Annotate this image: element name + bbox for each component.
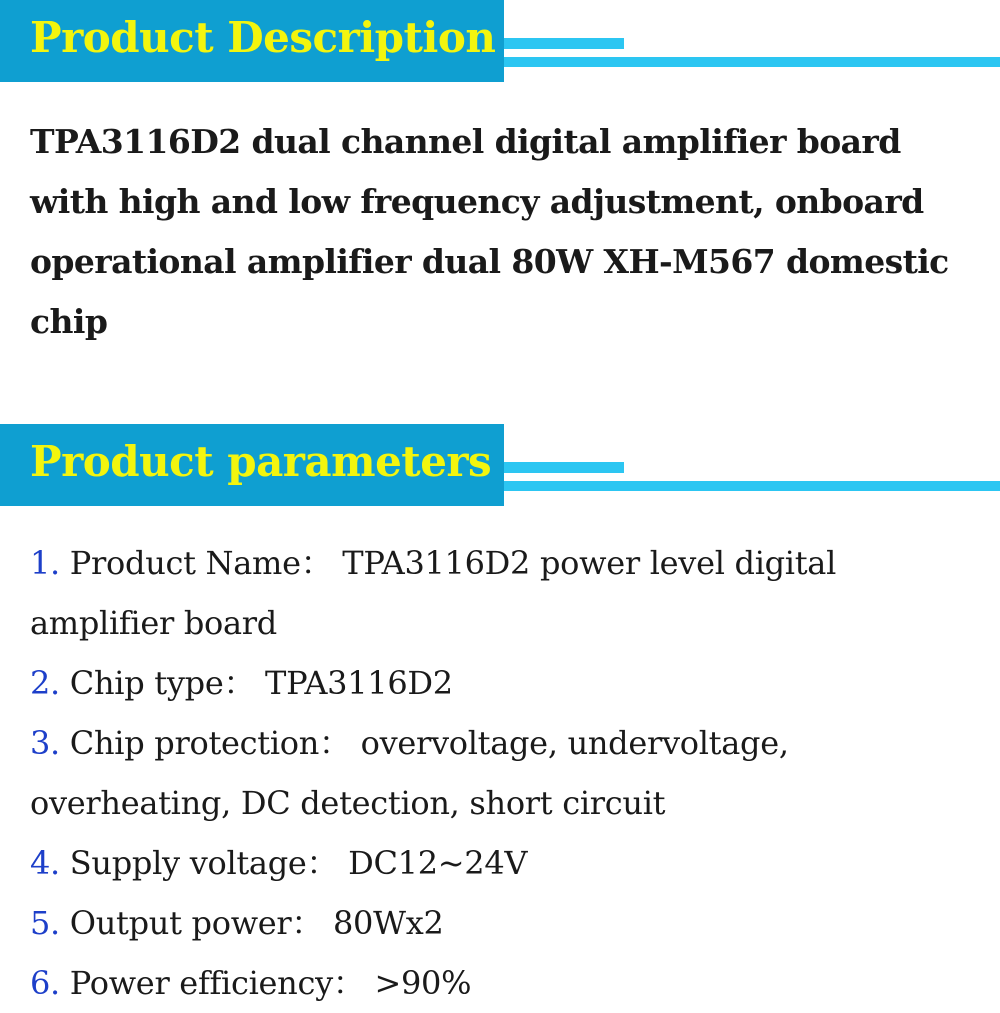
parameter-item-output-power <box>30 893 980 953</box>
parameter-item-product-name <box>30 533 980 653</box>
parameter-value: TPA3116D2 power level digital amplifier board <box>30 544 837 642</box>
section-header-description <box>0 0 1000 82</box>
parameter-number: 6. <box>30 964 60 1002</box>
parameter-number: 1. <box>30 544 60 582</box>
decorative-stripe-short <box>504 462 624 473</box>
section-header-parameters <box>0 424 1000 506</box>
parameter-label: Output power： <box>59 904 324 942</box>
decorative-stripe-long <box>504 57 1000 67</box>
parameter-value: DC12~24V <box>338 844 528 882</box>
section-title-parameters: Product parameters <box>30 437 492 486</box>
header-box <box>0 424 504 506</box>
parameter-value: 80Wx2 <box>323 904 444 942</box>
decorative-stripe-short <box>504 38 624 49</box>
parameters-list <box>30 533 980 1013</box>
parameter-number: 2. <box>30 664 60 702</box>
parameter-item-chip-type <box>30 653 980 713</box>
parameter-label: Chip type： <box>59 664 256 702</box>
decorative-stripe-long <box>504 481 1000 491</box>
parameter-value: TPA3116D2 <box>255 664 453 702</box>
parameter-number: 5. <box>30 904 60 942</box>
parameter-item-chip-protection <box>30 713 980 833</box>
section-title-description: Product Description <box>30 13 496 62</box>
parameter-label: Power efficiency： <box>59 964 365 1002</box>
header-box <box>0 0 504 82</box>
product-description-text: TPA3116D2 dual channel digital amplifier board with high and low frequency adjustment, onboard operational amplifier dual 80W XH-M567 domestic chip <box>30 122 949 341</box>
parameter-label: Supply voltage： <box>59 844 339 882</box>
parameter-label: Chip protection： <box>59 724 351 762</box>
parameter-number: 3. <box>30 724 60 762</box>
parameter-value: overvoltage, undervoltage, overheating, DC detection, short circuit <box>30 724 789 822</box>
parameter-label: Product Name： <box>59 544 333 582</box>
parameter-item-supply-voltage <box>30 833 980 893</box>
parameter-item-power-efficiency <box>30 953 980 1013</box>
parameter-number: 4. <box>30 844 60 882</box>
parameter-value: >90% <box>364 964 472 1002</box>
